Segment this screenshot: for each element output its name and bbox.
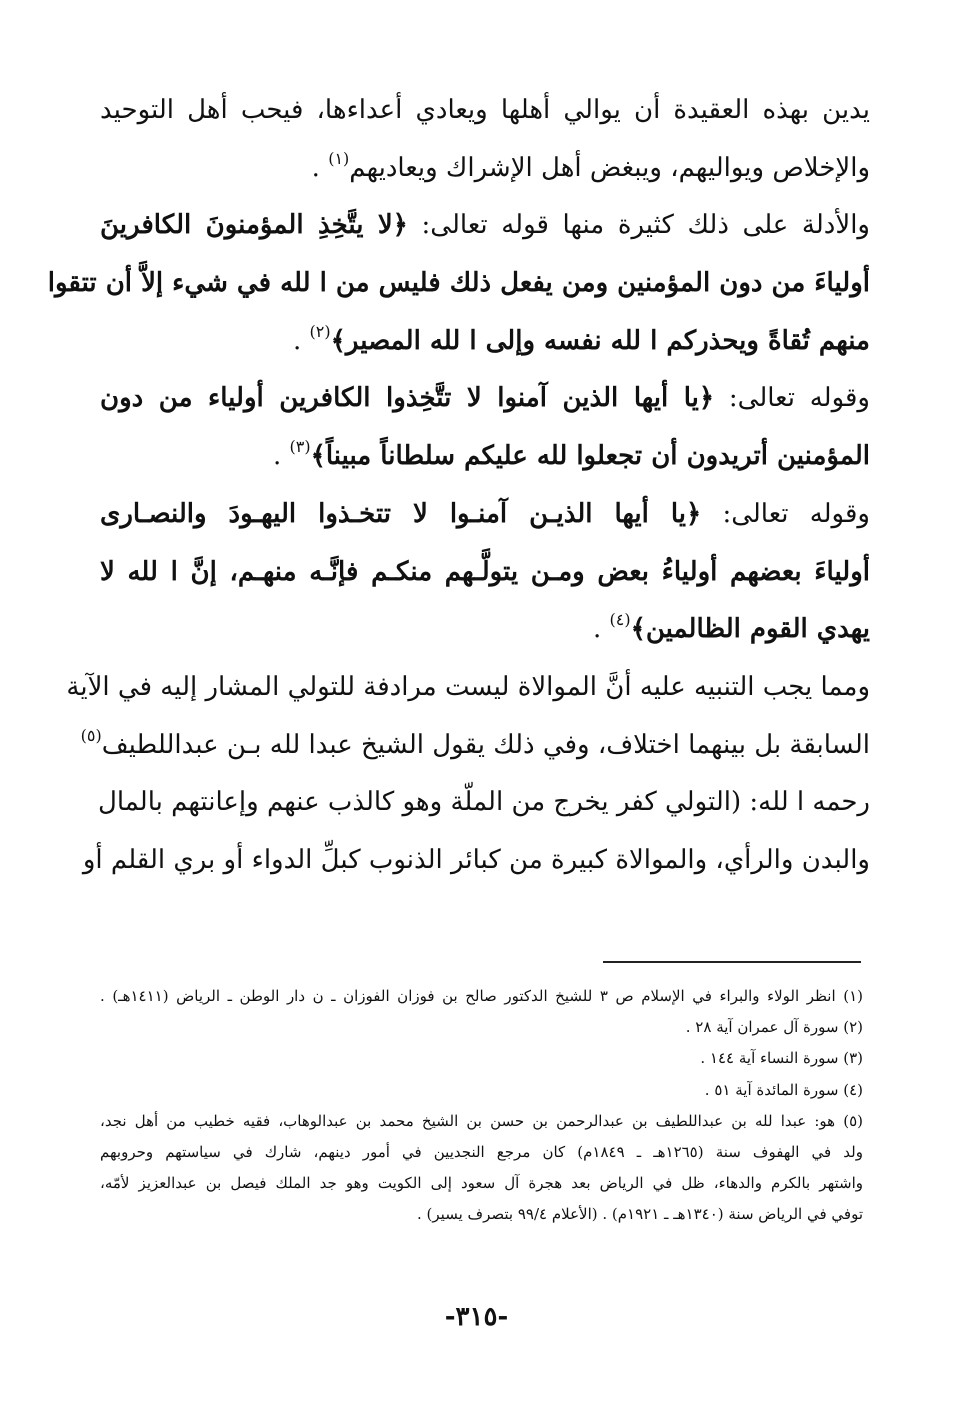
- footnote-continuation: ولد في الهفوف سنة (١٢٦٥هـ ـ ١٨٤٩م) كان مرجع النجديين في أمور دينهم، شارك في سياستهم وحروبهم: [100, 1142, 863, 1161]
- text-line: يدين بهذه العقيدة أن يوالي أهلها ويعادي أعداءها، فيحب أهل التوحيد: [100, 95, 870, 125]
- quran-verse-line: أولياءَ بعضهم أولياءُ بعض ومـن يتولَّـهم منكـم فإنَّـه منهـم، إنَّ ا لله لا: [100, 556, 870, 587]
- footnote-separator: [603, 961, 861, 963]
- quran-verse: ﴿يا أيها الذيـن آمنـوا لا تتخـذوا اليهـودَ والنصـارى: [100, 498, 702, 529]
- text-line: وقوله تعالى: ﴿يا أيها الذيـن آمنـوا لا تتخـذوا اليهـودَ والنصـارى: [100, 498, 870, 529]
- quran-verse: ﴿يا أيها الذين آمنوا لا تتَّخِذوا الكافرين أولياء من دون: [100, 383, 715, 414]
- page-number: -٣١٥-: [444, 1302, 509, 1332]
- footnote: (٥) هو: عبدا لله بن عبداللطيف بن عبدالرحمن بن حسن بن الشيخ محمد بن عبدالوهاب، فقيه خطيب من أهل نجد،: [100, 1111, 863, 1130]
- footnote-ref: (٤): [609, 610, 631, 630]
- footnote-continuation: واشتهر بالكرم والدهاء، ظل في الرياض بعد هجرة آل سعود إلى الكويت وهو جد الملك فيصل بن عبدالعزيز لأمّه،: [100, 1174, 863, 1193]
- quran-verse-line: أولياءَ من دون المؤمنين ومن يفعل ذلك فليس من ا لله في شيء إلاَّ أن تتقوا: [47, 268, 870, 299]
- quran-verse-line: يهدي القوم الظالمين﴾$^{(٤)}$ .: [593, 610, 870, 645]
- footnote-continuation: توفي في الرياض سنة (١٣٤٠هـ ـ ١٩٢١م) . (الأعلام ٩٩/٤ بتصرف يسير) .: [417, 1205, 863, 1224]
- footnote-ref: (٣): [289, 437, 311, 457]
- text-line: والأدلة على ذلك كثيرة منها قوله تعالى: ﴿لا يتَّخِذِ المؤمنونَ الكافرينَ: [100, 210, 870, 241]
- footnote: (٣) سورة النساء آية ١٤٤ .: [700, 1049, 863, 1068]
- text-line: رحمه ا لله: (التولي كفر يخرج من الملّة وهو كالذب عنهم وإعانتهم بالمال: [97, 787, 870, 818]
- footnote-ref: (٢): [309, 321, 331, 341]
- main-text: [47, 82, 870, 890]
- footnote: (١) انظر الولاء والبراء في الإسلام ص ٣ للشيخ الدكتور صالح بن فوزان الفوزان ـ ن دار الوطن ـ الرياض (١٤١١هـ) .: [100, 987, 863, 1005]
- quran-verse: ﴿لا يتَّخِذِ المؤمنونَ الكافرينَ: [100, 210, 408, 241]
- text-line: والإخلاص ويواليهم، ويبغض أهل الإشراك ويعاديهم$^{(١)}$ .: [311, 148, 870, 183]
- quran-verse-line: المؤمنين أتريدون أن تجعلوا لله عليكم سلطاناً مبيناً﴾$^{(٣)}$ .: [272, 437, 870, 472]
- footnote: (٢) سورة آل عمران آية ٢٨ .: [685, 1018, 863, 1037]
- text-line: السابقة بل بينهما اختلاف، وفي ذلك يقول الشيخ عبدا لله بـن عبداللطيف$^{(٥)}$: [80, 725, 870, 760]
- quran-verse-line: منهم تُقاةً ويحذركم ا لله نفسه وإلى ا لله المصير﴾$^{(٢)}$ .: [293, 321, 870, 356]
- text-line: والبدن والرأي، والموالاة كبيرة من كبائر الذنوب كبلِّ الدواء أو بري القلم أو: [82, 844, 870, 875]
- footnote-ref: (١): [328, 148, 350, 168]
- footnote-ref: (٥): [80, 725, 102, 745]
- footnote: (٤) سورة المائدة آية ٥١ .: [704, 1080, 863, 1099]
- footnotes: [100, 981, 863, 1231]
- text-line: ومما يجب التنبيه عليه أنَّ الموالاة ليست مرادفة للتولي المشار إليه في الآية: [66, 671, 870, 702]
- text-line: وقوله تعالى: ﴿يا أيها الذين آمنوا لا تتَّخِذوا الكافرين أولياء من دون: [100, 383, 870, 414]
